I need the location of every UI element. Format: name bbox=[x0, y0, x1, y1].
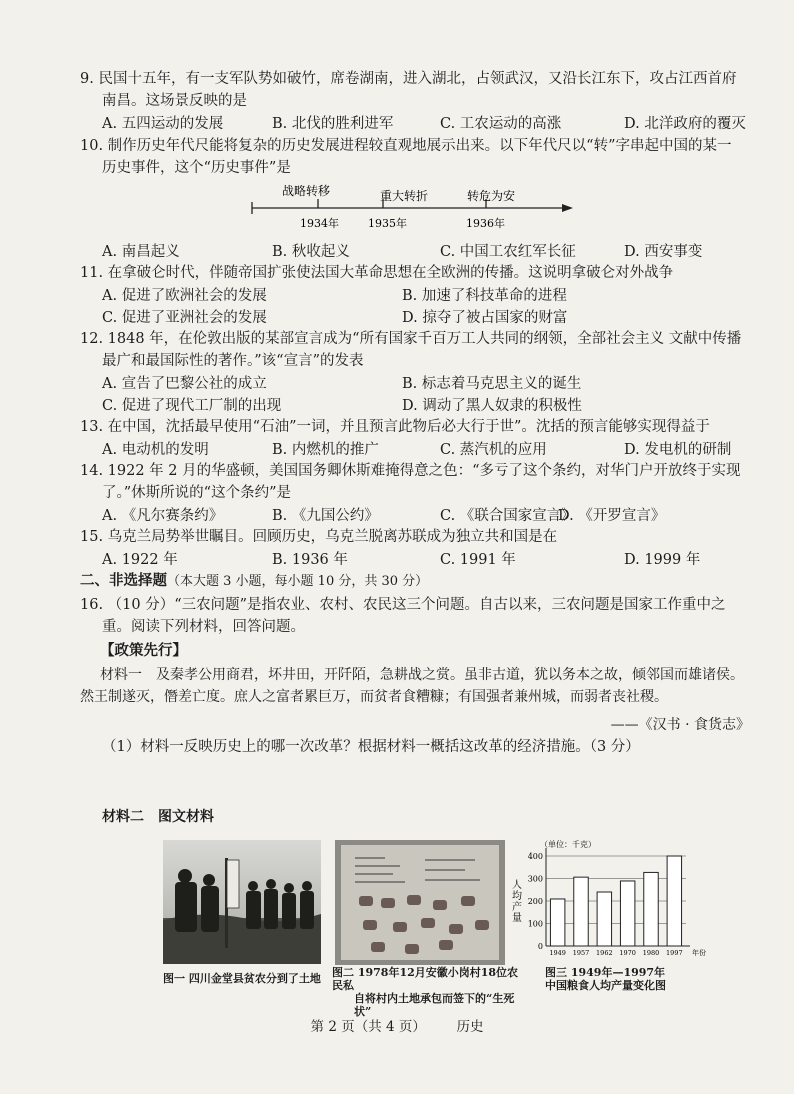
chart-unit-label: （单位：千克） bbox=[540, 840, 596, 849]
q10-stem-line2: 历史事件，这个“历史事件”是 bbox=[102, 160, 291, 176]
q9-option-a[interactable]: A. 五四运动的发展 bbox=[102, 116, 224, 132]
q13-options bbox=[102, 438, 752, 460]
grain-chart-svg bbox=[508, 836, 718, 964]
q13-stem: 13. 在中国，沈括最早使用“石油”一词，并且预言此物后必大行于世”。沈括的预言能够实现得益于 bbox=[80, 419, 710, 435]
figure-1-caption: 图一 四川金堂县贫农分到了土地 bbox=[163, 972, 321, 985]
q11-stem: 11. 在拿破仑时代，伴随帝国扩张使法国大革命思想在全欧洲的传播。这说明拿破仑对外战争 bbox=[80, 265, 674, 281]
q12-stem-line2: 最广和最国际性的著作。”该“宣言”的发表 bbox=[102, 353, 364, 369]
chart-bar-1957 bbox=[574, 877, 588, 946]
farmers-photo bbox=[163, 840, 321, 964]
question-16 bbox=[80, 594, 750, 638]
figure-2-caption bbox=[332, 966, 522, 1018]
q13-option-c[interactable]: C. 蒸汽机的应用 bbox=[440, 442, 547, 458]
material-1-line1: 材料一 及秦孝公用商君，坏井田，开阡陌，急耕战之赏。虽非古道，犹以务本之故，倾邻国而雄诸侯。 bbox=[100, 667, 744, 683]
q14-stem-line2: 了。”休斯所说的“这个条约”是 bbox=[102, 485, 291, 501]
q16-material-1 bbox=[80, 664, 760, 708]
section-2-title: 二、非选择题 bbox=[80, 572, 167, 589]
q12-option-c[interactable]: C. 促进了现代工厂制的出现 bbox=[102, 398, 282, 414]
q13-option-a[interactable]: A. 电动机的发明 bbox=[102, 442, 209, 458]
q10-options bbox=[102, 240, 752, 262]
q15-option-d[interactable]: D. 1999 年 bbox=[624, 552, 701, 568]
q15-option-a[interactable]: A. 1922 年 bbox=[102, 552, 178, 568]
q16-stem-line1: 16. （10 分）“三农问题”是指农业、农村、农民这三个问题。自古以来，三农问题是国家工作重中之 bbox=[80, 597, 726, 613]
q9-stem-line1: 9. 民国十五年，有一支军队势如破竹，席卷湖南，进入湖北，占领武汉，又沿长江东下，攻占江西首府 bbox=[80, 71, 737, 87]
timeline-svg bbox=[240, 183, 580, 233]
chart-ylabel-char: 产 bbox=[512, 902, 522, 913]
q14-option-a[interactable]: A. 《凡尔赛条约》 bbox=[102, 508, 224, 524]
q11-option-c[interactable]: C. 促进了亚洲社会的发展 bbox=[102, 310, 267, 326]
q11-options-row1 bbox=[102, 284, 752, 306]
chart-ytick-label: 100 bbox=[527, 919, 543, 929]
q10-timeline bbox=[240, 183, 580, 233]
q11-options-row2 bbox=[102, 306, 752, 328]
timeline-label-3: 转危为安 bbox=[467, 189, 516, 203]
figure-3-caption-line1: 图三 1949年—1997年 bbox=[545, 966, 666, 979]
timeline-arrow-icon bbox=[562, 204, 573, 212]
contract-document-image bbox=[335, 840, 505, 965]
chart-bar-1997 bbox=[667, 856, 681, 946]
chart-ylabel-char: 量 bbox=[512, 913, 522, 924]
figure-2-caption-line1: 图二 1978年12月安徽小岗村18位农民私 bbox=[332, 966, 519, 992]
question-12 bbox=[80, 328, 750, 372]
figure-3-chart bbox=[508, 836, 718, 964]
q12-options-row1 bbox=[102, 372, 752, 394]
chart-ytick-label: 200 bbox=[527, 897, 543, 906]
q14-option-c[interactable]: C. 《联合国家宣言》 bbox=[440, 508, 576, 524]
page-number: 第 2 页（共 4 页） bbox=[310, 1019, 426, 1035]
q10-option-c[interactable]: C. 中国工农红军长征 bbox=[440, 244, 576, 260]
chart-xtick-label: 1949 bbox=[549, 949, 566, 957]
q9-option-d[interactable]: D. 北洋政府的覆灭 bbox=[624, 116, 746, 132]
figure-3-caption-line2: 中国粮食人均产量变化图 bbox=[545, 979, 666, 992]
chart-ylabel-char: 人 bbox=[512, 880, 522, 891]
q12-option-b[interactable]: B. 标志着马克思主义的诞生 bbox=[402, 376, 582, 392]
q11-option-b[interactable]: B. 加速了科技革命的进程 bbox=[402, 288, 567, 304]
material-1-source: ——《汉书 · 食货志》 bbox=[610, 717, 750, 733]
question-11 bbox=[80, 262, 750, 284]
q14-option-d[interactable]: D. 《开罗宣言》 bbox=[558, 508, 666, 524]
q12-option-d[interactable]: D. 调动了黑人奴隶的积极性 bbox=[402, 398, 582, 414]
q16-subquestion-1: （1）材料一反映历史上的哪一次改革？根据材料一概括这改革的经济措施。（3 分） bbox=[102, 739, 640, 755]
chart-xtick-label: 1957 bbox=[572, 949, 590, 957]
question-15 bbox=[80, 526, 750, 548]
question-13 bbox=[80, 416, 750, 438]
q9-option-c[interactable]: C. 工农运动的高涨 bbox=[440, 116, 562, 132]
chart-xlabel: 年份 bbox=[692, 949, 706, 957]
question-9 bbox=[80, 68, 750, 112]
page-footer bbox=[0, 1015, 794, 1035]
q14-option-b[interactable]: B. 《九国公约》 bbox=[272, 508, 379, 524]
q12-options-row2 bbox=[102, 394, 752, 416]
chart-bar-1962 bbox=[597, 892, 611, 946]
timeline-year-1936: 1936年 bbox=[466, 217, 505, 230]
chart-xtick-label: 1997 bbox=[666, 949, 683, 957]
section-2-heading bbox=[80, 570, 750, 593]
q13-option-d[interactable]: D. 发电机的研制 bbox=[624, 442, 732, 458]
chart-bar-1980 bbox=[644, 872, 658, 946]
figure-1-photo bbox=[163, 840, 321, 964]
timeline-year-1934: 1934年 bbox=[300, 217, 339, 230]
q15-options bbox=[102, 548, 752, 570]
figure-2-caption-line2: 自将村内土地承包而签下的“生死状” bbox=[354, 992, 515, 1018]
figure-2-photo bbox=[335, 840, 505, 965]
question-14 bbox=[80, 460, 750, 504]
timeline-label-2: 重大转折 bbox=[380, 189, 429, 203]
q14-stem-line1: 14. 1922 年 2 月的华盛顿，美国国务卿休斯难掩得意之色：“多亏了这个条约，对华门户开放终于实现 bbox=[80, 463, 741, 479]
figure-3-caption bbox=[545, 966, 705, 992]
timeline-year-1935: 1935年 bbox=[368, 217, 407, 230]
chart-xtick-label: 1962 bbox=[596, 949, 613, 957]
q15-stem: 15. 乌克兰局势举世瞩目。回顾历史，乌克兰脱离苏联成为独立共和国是在 bbox=[80, 529, 558, 545]
material-1-line2: 然王制遂灭，僭差亡度。庶人之富者累巨万，而贫者食糟糠；有国强者兼州城，而弱者丧社稷。 bbox=[80, 689, 668, 705]
q10-option-b[interactable]: B. 秋收起义 bbox=[272, 244, 350, 260]
material-2-title: 材料二 图文材料 bbox=[102, 809, 214, 825]
chart-ytick-label: 400 bbox=[527, 852, 543, 861]
q12-option-a[interactable]: A. 宣告了巴黎公社的成立 bbox=[102, 376, 267, 392]
subject-name: 历史 bbox=[456, 1019, 484, 1035]
q12-stem-line1: 12. 1848 年，在伦敦出版的某部宣言成为“所有国家千百万工人共同的纲领，全部社会主义 文献中传播 bbox=[80, 331, 742, 347]
section-2-note: （本大题 3 小题，每小题 10 分，共 30 分） bbox=[167, 574, 429, 589]
chart-ytick-label: 0 bbox=[537, 942, 543, 951]
q16-stem-line2: 重。阅读下列材料，回答问题。 bbox=[102, 619, 305, 635]
chart-xtick-label: 1980 bbox=[642, 949, 660, 957]
q10-option-a[interactable]: A. 南昌起义 bbox=[102, 244, 180, 260]
q9-stem-line2: 南昌。这场景反映的是 bbox=[102, 93, 247, 109]
q15-option-c[interactable]: C. 1991 年 bbox=[440, 552, 516, 568]
q15-option-b[interactable]: B. 1936 年 bbox=[272, 552, 348, 568]
q11-option-a[interactable]: A. 促进了欧洲社会的发展 bbox=[102, 288, 267, 304]
q13-option-b[interactable]: B. 内燃机的推广 bbox=[272, 442, 379, 458]
chart-ytick-label: 300 bbox=[527, 874, 543, 884]
q9-option-b[interactable]: B. 北伐的胜利进军 bbox=[272, 116, 394, 132]
q11-option-d[interactable]: D. 掠夺了被占国家的财富 bbox=[402, 310, 568, 326]
q16-heading: 【政策先行】 bbox=[100, 642, 187, 659]
chart-ylabel-char: 均 bbox=[512, 891, 522, 902]
chart-bar-1970 bbox=[620, 881, 634, 946]
chart-xtick-label: 1970 bbox=[619, 949, 636, 957]
question-10 bbox=[80, 135, 750, 179]
chart-bar-1949 bbox=[550, 899, 564, 946]
q9-options bbox=[102, 112, 752, 134]
q10-stem-line1: 10. 制作历史年代尺能将复杂的历史发展进程较直观地展示出来。以下年代尺以“转”字串起中国的某一 bbox=[80, 138, 732, 154]
q10-option-d[interactable]: D. 西安事变 bbox=[624, 244, 703, 260]
timeline-label-1: 战略转移 bbox=[282, 184, 331, 198]
q14-options bbox=[102, 504, 752, 526]
